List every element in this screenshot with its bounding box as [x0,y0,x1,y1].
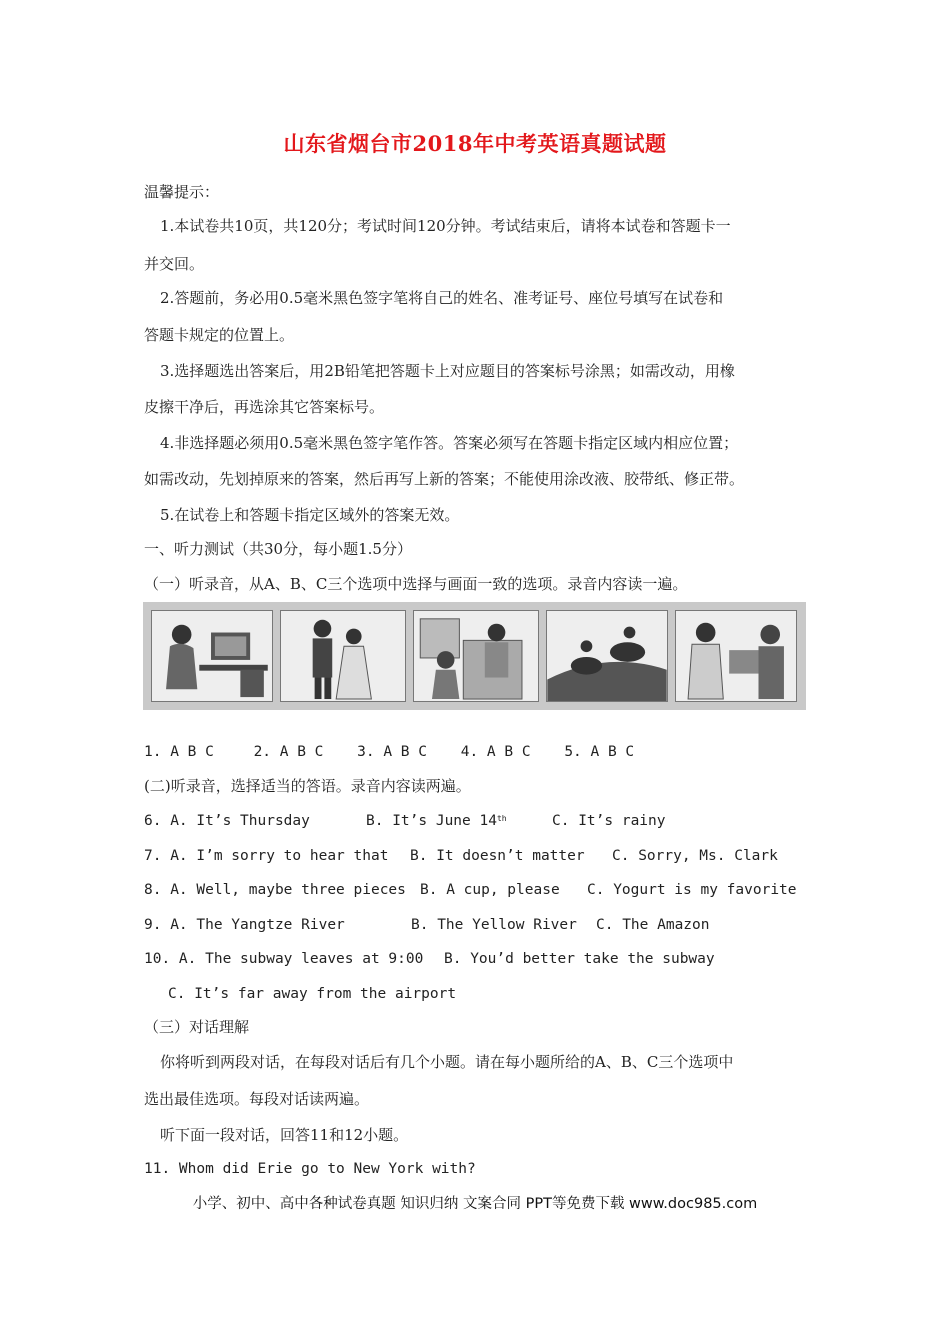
tip-5: 5.在试卷上和答题卡指定区域外的答案无效。 [160,506,460,524]
q8-option-c: C. Yogurt is my favorite [587,882,797,898]
q10-option-b: B. You’d better take the subway [444,951,715,967]
picture-2 [280,610,406,702]
choice-3: 3. A B C [357,744,427,760]
q6-option-c: C. It’s rainy [552,813,666,829]
picture-4 [546,610,668,702]
q9-option-c: C. The Amazon [596,917,710,933]
picture-2-drawing [281,611,405,701]
picture-3 [413,610,539,702]
tip-4b: 如需改动，先划掉原来的答案，然后再写上新的答案；不能使用涂改液、胶带纸、修正带。 [144,470,745,488]
choice-2: 2. A B C [253,744,324,760]
choice-1: 1. A B C [144,744,214,760]
picture-4-drawing [547,611,667,701]
tip-2b: 答题卡规定的位置上。 [144,326,295,344]
picture-1-drawing [152,611,272,701]
part-2-instruction: (二)听录音，选择适当的答语。录音内容读两遍。 [144,777,471,795]
tip-1a: 1.本试卷共10页，共120分；考试时间120分钟。考试结束后，请将本试卷和答题卡一 [160,217,731,235]
q6-option-a: 6. A. It’s Thursday [144,813,310,829]
q6-option-b [366,811,552,831]
tip-3a: 3.选择题选出答案后，用2B铅笔把答题卡上对应题目的答案标号涂黑；如需改动，用橡 [160,362,735,380]
question-6 [144,811,666,831]
listening-pictures [143,602,806,710]
q7-option-b: B. It doesn’t matter [410,848,585,864]
q7-option-c: C. Sorry, Ms. Clark [612,848,778,864]
question-8 [144,880,797,900]
question-11: 11. Whom did Erie go to New York with? [144,1161,476,1177]
q6-option-b-text: B. It’s June 14 [366,813,497,829]
q10-option-c: C. It’s far away from the airport [168,986,457,1002]
picture-5 [675,610,797,702]
part-3-text-c: 听下面一段对话，回答11和12小题。 [160,1126,409,1144]
section-1-heading: 一、听力测试（共30分，每小题1.5分） [144,540,412,558]
tip-3b: 皮擦干净后，再选涂其它答案标号。 [144,398,385,416]
question-7 [144,846,778,866]
part-3-text-b: 选出最佳选项。每段对话读两遍。 [144,1090,370,1108]
choice-5: 5. A B C [564,744,635,760]
q8-option-a: 8. A. Well, maybe three pieces [144,882,406,898]
tip-4a: 4.非选择题必须用0.5毫米黑色签字笔作答。答案必须写在答题卡指定区域内相应位置； [160,434,739,452]
q8-option-b: B. A cup, please [420,882,560,898]
picture-choices [144,742,634,762]
picture-1 [151,610,273,702]
q6-superscript: th [496,814,507,823]
tips-heading: 温馨提示： [144,183,220,201]
picture-5-drawing [676,611,796,701]
part-3-text-a: 你将听到两段对话，在每段对话后有几个小题。请在每小题所给的A、B、C三个选项中 [160,1053,734,1071]
q10-option-a: 10. A. The subway leaves at 9:00 [144,951,424,967]
page-title: 山东省烟台市2018年中考英语真题试题 [283,131,667,156]
tip-1b: 并交回。 [144,255,205,273]
tip-2a: 2.答题前，务必用0.5毫米黑色签字笔将自己的姓名、准考证号、座位号填写在试卷和 [160,289,724,307]
q9-option-a: 9. A. The Yangtze River [144,917,345,933]
part-1-instruction: （一）听录音，从A、B、C三个选项中选择与画面一致的选项。录音内容读一遍。 [144,575,688,593]
question-10 [144,949,715,969]
question-9 [144,915,710,935]
part-3-instruction: （三）对话理解 [144,1018,250,1036]
q9-option-b: B. The Yellow River [411,917,577,933]
footer-text: 小学、初中、高中各种试卷真题 知识归纳 文案合同 PPT等免费下载 www.doc985.com [192,1196,758,1212]
picture-3-drawing [414,611,538,701]
choice-4: 4. A B C [460,744,531,760]
q7-option-a: 7. A. I’m sorry to hear that [144,848,389,864]
